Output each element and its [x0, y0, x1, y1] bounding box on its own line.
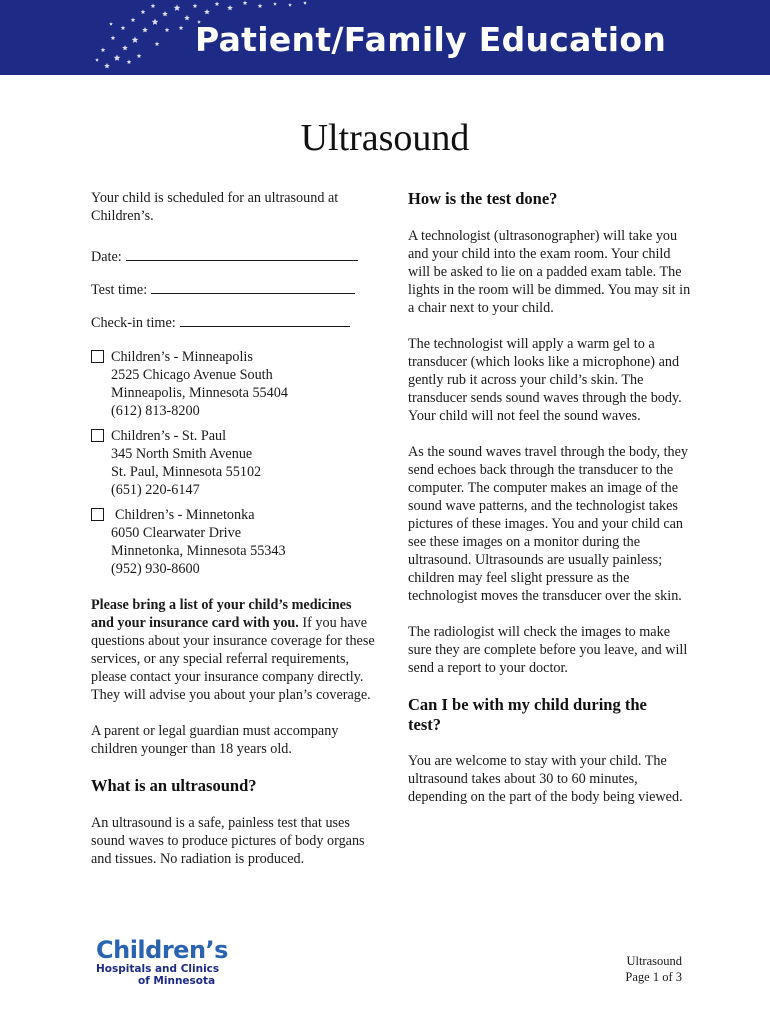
- location-phone: (952) 930-8600: [111, 561, 200, 577]
- star-icon: [109, 22, 113, 26]
- childrens-logo: [96, 937, 226, 999]
- checkin-time-field[interactable]: [91, 312, 376, 332]
- star-icon: [204, 9, 210, 14]
- bring-rest-text: If you have questions about your insurance coverage for these services, or any special referral requirements, please contact your insurance company directly. They will advise you about your plan’s coverage.: [91, 615, 375, 703]
- star-icon: [101, 48, 106, 53]
- location-street: 345 North Smith Avenue: [111, 446, 253, 462]
- how-heading: How is the test done?: [408, 189, 558, 208]
- checkin-blank[interactable]: [180, 312, 350, 327]
- star-icon: [155, 42, 160, 47]
- checkin-label: Check-in time:: [91, 315, 176, 331]
- star-icon: [303, 1, 307, 5]
- test-time-field[interactable]: [91, 279, 376, 299]
- star-icon: [114, 55, 121, 61]
- location-minneapolis: [91, 348, 376, 420]
- logo-subtitle-1: Hospitals and Clinics: [96, 963, 220, 975]
- star-icon: [258, 4, 263, 9]
- star-icon: [137, 54, 142, 59]
- star-icon: [141, 10, 146, 15]
- star-icon: [179, 26, 184, 31]
- star-icon: [111, 36, 116, 41]
- location-name: Children’s - Minneapolis: [111, 349, 253, 365]
- location-name: Children’s - St. Paul: [111, 428, 227, 444]
- logo-wordmark: Children’s: [96, 936, 228, 964]
- star-icon: [215, 2, 220, 7]
- star-icon: [142, 27, 148, 32]
- with-heading: Can I be with my child during the test?: [408, 695, 647, 734]
- location-phone: (651) 220-6147: [111, 482, 200, 498]
- left-column: [91, 189, 376, 868]
- star-icon: [131, 18, 136, 23]
- star-icon: [243, 1, 248, 6]
- star-icon: [165, 28, 170, 33]
- bring-bold-text: Please bring a list of your child’s medicines and your insurance card with you.: [91, 597, 352, 631]
- location-checkbox[interactable]: [91, 429, 104, 442]
- page-title: Ultrasound: [300, 117, 470, 159]
- banner-title: Patient/Family Education: [195, 20, 667, 59]
- location-city: Minneapolis, Minnesota 55404: [111, 385, 288, 401]
- star-icon: [193, 4, 198, 9]
- location-checkbox[interactable]: [91, 508, 104, 521]
- star-icon: [151, 4, 156, 9]
- location-city: Minnetonka, Minnesota 55343: [111, 543, 286, 559]
- how-paragraph-3: As the sound waves travel through the body, they send echoes back through the transducer to the computer. The computer makes an image of the sound wave patterns, and the technologist takes pictures of these images. You and your child can see these images on a monitor during the ultrasound. Ultrasounds are usually painless; children may feel slight pressure as the technologist moves the transducer over the skin.: [408, 444, 689, 604]
- logo-subtitle-2: of Minnesota: [138, 975, 216, 987]
- right-column: [408, 189, 693, 806]
- star-icon: [162, 11, 168, 16]
- star-icon: [122, 45, 128, 50]
- location-street: 6050 Clearwater Drive: [111, 525, 242, 541]
- how-paragraph-2: The technologist will apply a warm gel to a transducer (which looks like a microphone) and gently rub it across your child’s skin. The transducer sends sound waves through the body. Your child will not feel the sound waves.: [408, 336, 682, 424]
- page-number: Page 1 of 3: [625, 970, 682, 984]
- location-name: Children’s - Minnetonka: [115, 507, 255, 523]
- guardian-paragraph: A parent or legal guardian must accompany children younger than 18 years old.: [91, 723, 339, 757]
- location-checkbox[interactable]: [91, 350, 104, 363]
- footer-doc-name: Ultrasound: [626, 954, 682, 968]
- what-paragraph: An ultrasound is a safe, painless test that uses sound waves to produce pictures of body organs and tissues. No radiation is produced.: [91, 815, 365, 867]
- star-icon: [227, 5, 233, 10]
- star-icon: [121, 26, 126, 31]
- how-paragraph-4: The radiologist will check the images to make sure they are complete before you leave, and will send a report to your doctor.: [408, 624, 688, 676]
- location-city: St. Paul, Minnesota 55102: [111, 464, 262, 480]
- bring-paragraph: [91, 596, 376, 704]
- star-icon: [95, 58, 99, 62]
- what-heading: What is an ultrasound?: [91, 776, 257, 795]
- footer-page-info: [560, 953, 682, 985]
- star-icon: [104, 63, 110, 68]
- location-street: 2525 Chicago Avenue South: [111, 367, 273, 383]
- star-icon: [152, 19, 159, 25]
- star-icon: [132, 37, 139, 43]
- test-time-blank[interactable]: [151, 279, 355, 294]
- date-label: Date:: [91, 249, 122, 265]
- location-phone: (612) 813-8200: [111, 403, 200, 419]
- date-blank[interactable]: [126, 246, 358, 261]
- star-icon: [174, 5, 181, 11]
- star-icon: [184, 15, 190, 20]
- with-paragraph: You are welcome to stay with your child. The ultrasound takes about 30 to 60 minutes, depending on the part of the body being viewed.: [408, 753, 683, 805]
- location-st-paul: [91, 427, 376, 499]
- how-paragraph-1: A technologist (ultrasonographer) will take you and your child into the exam room. Your child will be asked to lie on a padded exam table. The lights in the room will be dimmed. You may sit in a chair next to your child.: [408, 228, 691, 316]
- star-icon: [273, 2, 277, 6]
- intro-text: Your child is scheduled for an ultrasound at Children’s.: [91, 190, 339, 224]
- star-icon: [127, 60, 132, 65]
- header-banner: [0, 0, 770, 75]
- date-field[interactable]: [91, 246, 376, 266]
- location-minnetonka: [91, 506, 376, 578]
- test-time-label: Test time:: [91, 282, 148, 298]
- star-icon: [288, 3, 292, 7]
